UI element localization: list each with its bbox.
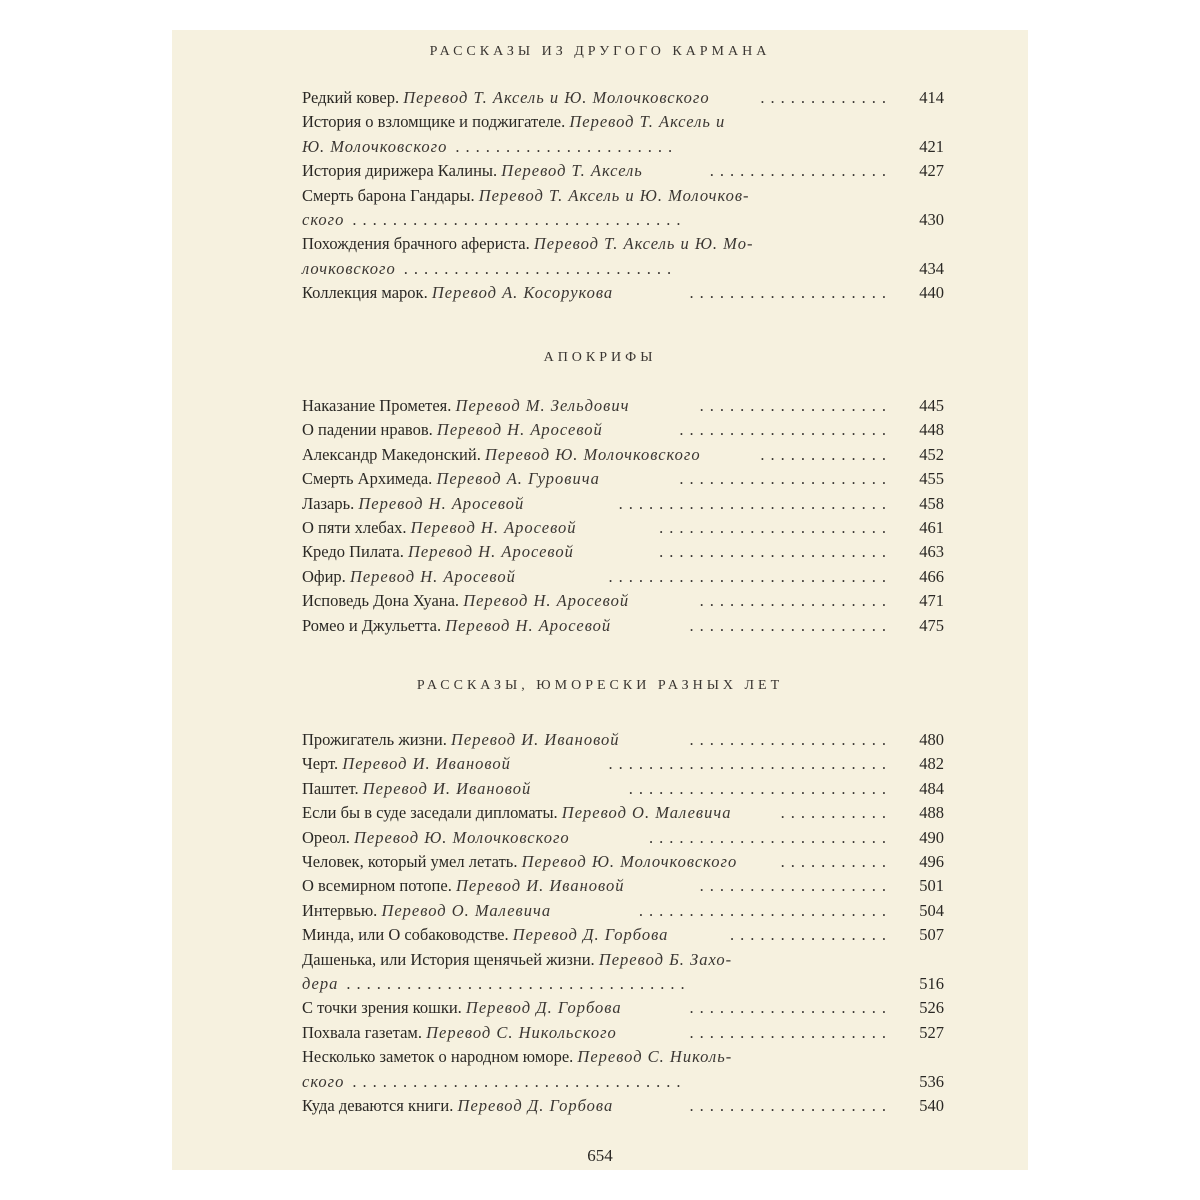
toc-entry[interactable]: [302, 1045, 944, 1069]
toc-entry[interactable]: [302, 614, 944, 638]
entry-page-number: 434: [919, 258, 944, 278]
entry-title: Несколько заметок о народном юморе.: [302, 1047, 574, 1067]
entry-translator: Перевод А. Гуровича: [436, 469, 600, 489]
entry-translator: Перевод Т. Аксель: [501, 161, 643, 181]
entry-translator: Перевод Н. Аросевой: [410, 518, 577, 537]
entry-page-number: 488: [919, 803, 944, 823]
toc-entry[interactable]: [302, 899, 944, 923]
leader-dots: ...........................: [403, 258, 678, 278]
book-page: [172, 30, 1028, 1170]
toc-entry[interactable]: [302, 996, 944, 1020]
leader-dots: ............................: [608, 566, 892, 586]
toc-entry[interactable]: [302, 110, 944, 134]
entry-page-number: 452: [919, 444, 944, 464]
leader-dots: ...........................: [618, 493, 892, 513]
leader-dots: .......................: [659, 518, 892, 537]
entry-translator: Перевод Н. Аросевой: [358, 493, 525, 513]
entry-page-number: 430: [919, 210, 944, 229]
section-title: АПОКРИФЫ: [543, 350, 657, 365]
toc-entry[interactable]: [302, 728, 944, 752]
entry-page-number: 445: [919, 396, 944, 415]
entry-page-number: 414: [919, 88, 944, 107]
entry-title: Смерть барона Гандары.: [302, 185, 475, 205]
entry-title: О падении нравов.: [302, 420, 433, 440]
entry-title: История дирижера Калины.: [302, 161, 498, 181]
toc-entry[interactable]: [302, 184, 944, 208]
section-title: РАССКАЗЫ ИЗ ДРУГОГО КАРМАНА: [429, 44, 771, 59]
entry-title: Похождения брачного афериста.: [302, 234, 530, 254]
entry-translator: Перевод И. Ивановой: [362, 778, 532, 798]
page-number: 654: [587, 1146, 613, 1165]
entry-translator: Перевод И. Ивановой: [342, 754, 511, 774]
entry-page-number: 463: [919, 542, 944, 562]
leader-dots: .....................: [679, 469, 892, 489]
entry-translator: Перевод Н. Аросевой: [436, 420, 603, 440]
leader-dots: ...........: [780, 852, 892, 871]
entry-page-number: 540: [919, 1096, 944, 1115]
entry-title: Прожигатель жизни.: [302, 730, 447, 749]
leader-dots: .........................: [638, 900, 892, 920]
entry-translator-continued: дера: [302, 974, 339, 993]
entry-translator-continued: Ю. Молочковского: [302, 136, 448, 156]
toc-entry[interactable]: [302, 801, 944, 825]
leader-dots: .............: [760, 88, 892, 107]
toc-entry[interactable]: [302, 86, 944, 110]
toc-entry-continuation: [302, 135, 944, 159]
entry-title: Паштет.: [302, 778, 359, 798]
entry-translator-continued: ского: [302, 1071, 345, 1091]
leader-dots: ................: [730, 925, 892, 945]
entry-page-number: 455: [919, 469, 944, 489]
toc-entry[interactable]: [302, 159, 944, 183]
entry-title: Редкий ковер.: [302, 88, 400, 107]
entry-page-number: 475: [919, 615, 944, 635]
entry-translator: Перевод Д. Горбова: [512, 925, 669, 945]
entry-translator-continued: лочковского: [302, 258, 396, 278]
leader-dots: ....................: [689, 615, 892, 635]
entry-page-number: 461: [919, 518, 944, 537]
entry-translator: Перевод Ю. Молочковского: [354, 827, 570, 847]
toc-entry[interactable]: [302, 467, 944, 491]
entry-page-number: 458: [919, 493, 944, 513]
entry-title: С точки зрения кошки.: [302, 998, 462, 1018]
leader-dots: ....................: [689, 1096, 892, 1115]
leader-dots: ....................: [689, 998, 892, 1018]
entry-page-number: 516: [919, 974, 944, 993]
entry-title: Исповедь Дона Хуана.: [302, 591, 460, 611]
entry-translator: Перевод С. Николь-: [577, 1047, 733, 1067]
entry-title: Кредо Пилата.: [302, 542, 404, 562]
leader-dots: ............................: [608, 754, 892, 774]
entry-translator: Перевод Н. Аросевой: [408, 542, 574, 562]
toc-entry-continuation: [302, 972, 944, 996]
entry-page-number: 504: [919, 900, 944, 920]
entry-page-number: 427: [919, 161, 944, 181]
entry-title: Дашенька, или История щенячьей жизни.: [302, 949, 595, 969]
entry-translator: Перевод И. Ивановой: [450, 730, 620, 749]
toc-entry[interactable]: [302, 232, 944, 256]
entry-title: Смерть Архимеда.: [302, 469, 433, 489]
entry-title: О пяти хлебах.: [302, 518, 407, 537]
entry-title: Коллекция марок.: [302, 283, 428, 303]
entry-page-number: 501: [919, 876, 944, 896]
entry-page-number: 527: [919, 1022, 944, 1042]
entry-translator-continued: ского: [302, 210, 345, 229]
entry-translator: Перевод Ю. Молочковского: [521, 852, 738, 871]
leader-dots: ........................: [649, 827, 892, 847]
entry-page-number: 507: [919, 925, 944, 945]
leader-dots: ....................: [689, 283, 892, 303]
entry-page-number: 526: [919, 998, 944, 1018]
leader-dots: .................................: [352, 210, 687, 229]
entry-translator: Перевод Н. Аросевой: [445, 615, 612, 635]
toc-entry[interactable]: [302, 540, 944, 564]
entry-title: Ореол.: [302, 827, 350, 847]
toc-entry[interactable]: [302, 923, 944, 947]
entry-title: Минда, или О собаководстве.: [302, 925, 509, 945]
entry-translator: Перевод Т. Аксель и Ю. Мо-: [533, 234, 754, 254]
entry-translator: Перевод Н. Аросевой: [349, 566, 516, 586]
entry-page-number: 490: [919, 827, 944, 847]
leader-dots: ....................: [689, 730, 892, 749]
toc-entry[interactable]: [302, 492, 944, 516]
toc-entry[interactable]: [302, 752, 944, 776]
entry-translator: Перевод С. Никольского: [426, 1022, 617, 1042]
entry-title: Интервью.: [302, 900, 378, 920]
leader-dots: ...................: [699, 876, 892, 896]
entry-translator: Перевод М. Зельдович: [455, 396, 630, 415]
entry-title: История о взломщике и поджигателе.: [302, 112, 566, 132]
leader-dots: ..................................: [346, 974, 691, 993]
toc-entry[interactable]: [302, 874, 944, 898]
leader-dots: ......................: [455, 136, 679, 156]
entry-page-number: 480: [919, 730, 944, 749]
entry-translator: Перевод И. Ивановой: [455, 876, 625, 896]
toc-entry-continuation: [302, 257, 944, 281]
toc-entry[interactable]: [302, 850, 944, 874]
leader-dots: ...................: [699, 396, 892, 415]
section-title: РАССКАЗЫ, ЮМОРЕСКИ РАЗНЫХ ЛЕТ: [416, 678, 784, 693]
entry-title: Человек, который умел летать.: [302, 852, 518, 871]
entry-page-number: 421: [919, 136, 944, 156]
entry-title: Офир.: [302, 566, 346, 586]
toc-entry[interactable]: [302, 516, 944, 540]
toc-entry-continuation: [302, 208, 944, 232]
entry-translator: Перевод Т. Аксель и Ю. Молочковского: [403, 88, 710, 107]
entry-translator: Перевод Ю. Молочковского: [484, 444, 701, 464]
entry-title: Ромео и Джульетта.: [302, 615, 442, 635]
leader-dots: .....................: [679, 420, 892, 440]
entry-page-number: 482: [919, 754, 944, 774]
entry-title: Похвала газетам.: [302, 1022, 422, 1042]
entry-translator: Перевод Т. Аксель и Ю. Молочков-: [478, 185, 750, 205]
toc-entry[interactable]: [302, 589, 944, 613]
toc-entry-continuation: [302, 1070, 944, 1094]
entry-title: Лазарь.: [302, 493, 355, 513]
toc-entry[interactable]: [302, 777, 944, 801]
toc-entry[interactable]: [302, 565, 944, 589]
leader-dots: ..........................: [628, 778, 892, 798]
toc-entry[interactable]: [302, 1021, 944, 1045]
leader-dots: ..................: [709, 161, 892, 181]
entry-page-number: 496: [919, 852, 944, 871]
entry-translator: Перевод А. Косорукова: [431, 283, 614, 303]
entry-page-number: 466: [919, 566, 944, 586]
leader-dots: ....................: [689, 1022, 892, 1042]
entry-title: Наказание Прометея.: [302, 396, 452, 415]
toc-entry[interactable]: [302, 418, 944, 442]
toc-entry[interactable]: [302, 394, 944, 418]
entry-title: Если бы в суде заседали дипломаты.: [302, 803, 558, 823]
entry-translator: Перевод Д. Горбова: [465, 998, 622, 1018]
toc-entry[interactable]: [302, 281, 944, 305]
leader-dots: .............: [760, 444, 892, 464]
entry-title: Черт.: [302, 754, 339, 774]
entry-translator: Перевод Б. Захо-: [598, 949, 733, 969]
entry-translator: Перевод О. Малевича: [561, 803, 732, 823]
entry-translator: Перевод Н. Аросевой: [463, 591, 630, 611]
entry-title: Куда деваются книги.: [302, 1096, 454, 1115]
leader-dots: ...................: [699, 591, 892, 611]
toc-entry[interactable]: [302, 1094, 944, 1118]
entry-page-number: 536: [919, 1071, 944, 1091]
entry-title: О всемирном потопе.: [302, 876, 452, 896]
entry-translator: Перевод О. Малевича: [381, 900, 552, 920]
leader-dots: .......................: [659, 542, 892, 562]
entry-page-number: 440: [919, 283, 944, 303]
entry-translator: Перевод Д. Горбова: [457, 1096, 614, 1115]
leader-dots: ...........: [780, 803, 892, 823]
entry-page-number: 448: [919, 420, 944, 440]
entry-translator: Перевод Т. Аксель и: [569, 112, 726, 132]
entry-page-number: 484: [919, 778, 944, 798]
toc-entry[interactable]: [302, 948, 944, 972]
toc-entry[interactable]: [302, 443, 944, 467]
leader-dots: .................................: [352, 1071, 687, 1091]
entry-title: Александр Македонский.: [302, 444, 481, 464]
entry-page-number: 471: [919, 591, 944, 611]
toc-entry[interactable]: [302, 826, 944, 850]
